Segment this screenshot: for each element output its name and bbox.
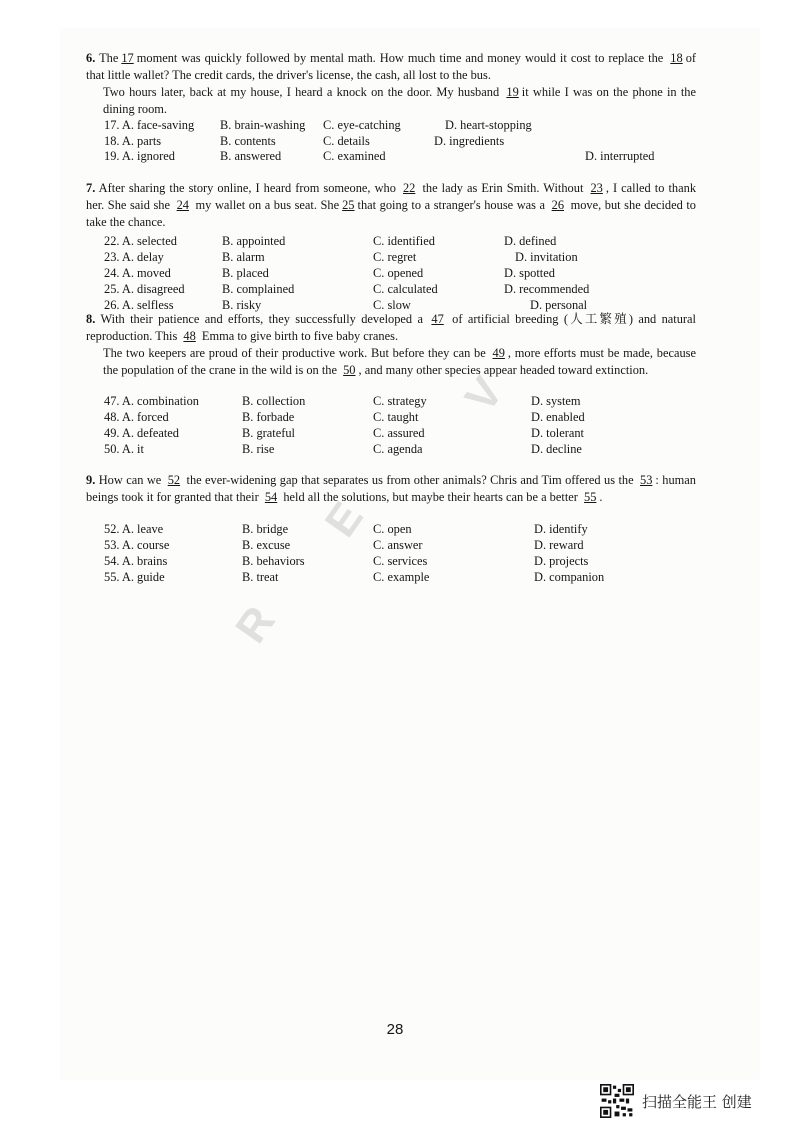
passage-text: the ever-widening gap that separates us from other animals? Chris and Tim offered us the xyxy=(186,473,634,487)
option-53-d: D. reward xyxy=(534,538,584,552)
passage-text: my wallet on a bus seat. She xyxy=(195,198,340,212)
option-54-a: 54. A. brains xyxy=(104,554,168,568)
qr-code-icon xyxy=(600,1084,634,1118)
passage-text: : human beings took it for granted that their xyxy=(86,473,696,504)
option-25-c: C. calculated xyxy=(373,282,438,296)
scanner-credit: 扫描全能王 创建 xyxy=(642,1092,752,1111)
option-19-a: 19. A. ignored xyxy=(104,149,175,163)
blank-23: 23 xyxy=(590,181,603,195)
passage-text: Emma to give birth to five baby cranes. xyxy=(201,329,399,343)
option-54-d: D. projects xyxy=(534,554,589,568)
option-17-c: C. eye-catching xyxy=(323,118,401,132)
blank-50: 50 xyxy=(343,363,356,377)
passage-text: of artificial breeding (人工繁殖) and natural reproduction. This xyxy=(86,312,696,343)
blank-53: 53 xyxy=(640,473,653,487)
blank-24: 24 xyxy=(176,198,189,212)
option-48-b: B. forbade xyxy=(242,410,295,424)
option-17-a: 17. A. face-saving xyxy=(104,118,195,132)
passage-text: The xyxy=(99,51,119,65)
option-54-b: B. behaviors xyxy=(242,554,305,568)
passage-text: the lady as Erin Smith. Without xyxy=(422,181,584,195)
blank-47: 47 xyxy=(431,312,444,326)
option-17-d: D. heart-stopping xyxy=(445,118,532,132)
option-50-c: C. agenda xyxy=(373,442,423,456)
passage-text: Two hours later, back at my house, I heard a knock on the door. My husband xyxy=(103,85,500,99)
option-52-a: 52. A. leave xyxy=(104,522,164,536)
option-47-b: B. collection xyxy=(242,394,306,408)
blank-25: 25 xyxy=(342,198,355,212)
watermark-letter: V xyxy=(455,368,513,421)
question-number: 9. xyxy=(86,473,96,487)
scanner-footer xyxy=(600,1085,752,1117)
blank-52: 52 xyxy=(167,473,181,487)
option-48-c: C. taught xyxy=(373,410,419,424)
passage-text: that going to a stranger's house was a xyxy=(357,198,546,212)
option-50-a: 50. A. it xyxy=(104,442,144,456)
option-25-a: 25. A. disagreed xyxy=(104,282,185,296)
question-7-passage xyxy=(86,180,696,231)
option-18-c: C. details xyxy=(323,134,370,148)
question-number: 8. xyxy=(86,312,96,326)
option-22-c: C. identified xyxy=(373,234,435,248)
watermark-letter: R xyxy=(226,597,285,652)
passage-text: of that little wallet? The credit cards, the driver's license, the cash, all lost to the bus. xyxy=(86,51,697,82)
option-23-c: C. regret xyxy=(373,250,417,264)
blank-48: 48 xyxy=(183,329,196,343)
question-number: 6. xyxy=(86,51,96,65)
passage-text: held all the solutions, but maybe their hearts can be a better xyxy=(283,490,578,504)
passage-text: The two keepers are proud of their productive work. But before they can be xyxy=(103,346,486,360)
option-53-b: B. excuse xyxy=(242,538,291,552)
option-55-a: 55. A. guide xyxy=(104,570,165,584)
option-49-a: 49. A. defeated xyxy=(104,426,180,440)
blank-55: 55 xyxy=(584,490,597,504)
option-17-b: B. brain-washing xyxy=(220,118,306,132)
blank-18: 18 xyxy=(670,51,683,65)
option-50-d: D. decline xyxy=(531,442,582,456)
passage-text: it while I was on the phone in the dining room. xyxy=(103,85,696,116)
passage-text: , I called to thank her. She said she xyxy=(86,181,697,212)
option-22-a: 22. A. selected xyxy=(104,234,177,248)
passage-text: With their patience and efforts, they successfully developed a xyxy=(100,312,423,326)
option-18-a: 18. A. parts xyxy=(104,134,162,148)
passage-text: move, but she decided to take the chance. xyxy=(86,198,696,229)
option-18-d: D. ingredients xyxy=(434,134,505,148)
option-52-d: D. identify xyxy=(534,522,588,536)
question-number: 7. xyxy=(86,181,96,195)
option-53-c: C. answer xyxy=(373,538,423,552)
passage-text: How can we xyxy=(98,473,162,487)
option-55-c: C. example xyxy=(373,570,430,584)
blank-17: 17 xyxy=(121,51,134,65)
question-8-passage xyxy=(86,311,696,379)
option-26-b: B. risky xyxy=(222,298,262,312)
option-23-a: 23. A. delay xyxy=(104,250,164,264)
option-23-b: B. alarm xyxy=(222,250,265,264)
option-26-c: C. slow xyxy=(373,298,411,312)
option-24-b: B. placed xyxy=(222,266,269,280)
option-55-d: D. companion xyxy=(534,570,605,584)
blank-19: 19 xyxy=(506,85,519,99)
blank-26: 26 xyxy=(551,198,565,212)
passage-text: After sharing the story online, I heard from someone, who xyxy=(98,181,396,195)
option-19-b: B. answered xyxy=(220,149,282,163)
option-52-c: C. open xyxy=(373,522,412,536)
option-19-c: C. examined xyxy=(323,149,386,163)
option-55-b: B. treat xyxy=(242,570,279,584)
option-48-a: 48. A. forced xyxy=(104,410,169,424)
blank-22: 22 xyxy=(402,181,416,195)
page-number: 28 xyxy=(386,1021,404,1038)
option-26-d: D. personal xyxy=(530,298,588,312)
option-24-c: C. opened xyxy=(373,266,424,280)
question-9-passage xyxy=(86,472,696,506)
option-47-d: D. system xyxy=(531,394,581,408)
question-6-passage xyxy=(86,50,696,118)
option-47-c: C. strategy xyxy=(373,394,427,408)
option-49-c: C. assured xyxy=(373,426,425,440)
option-25-b: B. complained xyxy=(222,282,295,296)
option-48-d: D. enabled xyxy=(531,410,585,424)
passage-text: , more efforts must be made, because the population of the crane in the wild is on the xyxy=(103,346,696,377)
option-23-d: D. invitation xyxy=(515,250,578,264)
option-22-d: D. defined xyxy=(504,234,557,248)
option-52-b: B. bridge xyxy=(242,522,289,536)
option-47-a: 47. A. combination xyxy=(104,394,199,408)
blank-54: 54 xyxy=(264,490,278,504)
passage-text: , and many other species appear headed toward extinction. xyxy=(358,363,649,377)
option-50-b: B. rise xyxy=(242,442,275,456)
option-18-b: B. contents xyxy=(220,134,276,148)
passage-text: . xyxy=(599,490,603,504)
watermark-letter: E xyxy=(315,493,373,546)
passage-text: moment was quickly followed by mental math. How much time and money would it cost to replace the xyxy=(136,51,664,65)
option-54-c: C. services xyxy=(373,554,428,568)
blank-49: 49 xyxy=(492,346,505,360)
option-22-b: B. appointed xyxy=(222,234,286,248)
option-49-b: B. grateful xyxy=(242,426,295,440)
option-24-d: D. spotted xyxy=(504,266,555,280)
option-25-d: D. recommended xyxy=(504,282,590,296)
option-53-a: 53. A. course xyxy=(104,538,170,552)
option-24-a: 24. A. moved xyxy=(104,266,171,280)
option-49-d: D. tolerant xyxy=(531,426,584,440)
option-19-d: D. interrupted xyxy=(585,149,655,163)
option-26-a: 26. A. selfless xyxy=(104,298,174,312)
